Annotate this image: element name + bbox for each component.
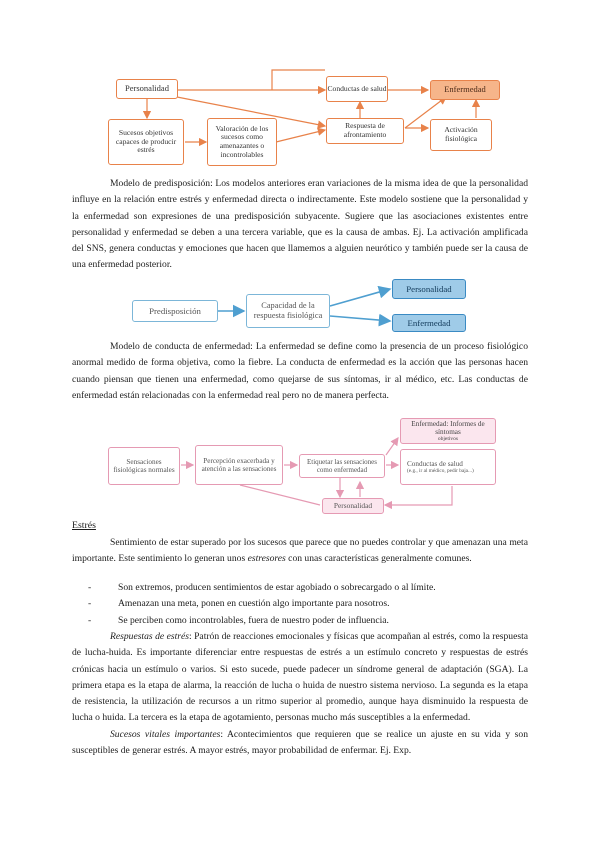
paragraph-respuestas-estres <box>72 629 528 727</box>
estres-def-em: estresores <box>247 553 286 565</box>
box-valoracion-label: Valoración de los sucesos como amenazantes o incontrolables <box>215 123 269 159</box>
box-enfermedad-2 <box>392 314 466 332</box>
box-capacidad-respuesta <box>246 294 330 328</box>
bullet-text: Se perciben como incontrolables, fuera de nuestro poder de influencia. <box>118 614 389 626</box>
estres-def-b: con unas características generalmente comunes. <box>285 553 472 565</box>
box-activacion-fisiologica <box>430 119 492 151</box>
box-percepcion-label: Percepción exacerbada y atención a las sensaciones <box>201 456 277 473</box>
box-percepcion <box>195 445 283 485</box>
box-conductas-3-label: Conductas de salud <box>407 459 463 468</box>
paragraph-conducta-enfermedad <box>72 339 528 404</box>
box-valoracion <box>207 118 277 166</box>
list-item <box>88 613 528 629</box>
heading-estres: Estrés <box>72 520 96 531</box>
paragraph-estres-definicion <box>72 535 528 568</box>
box-respuesta-label: Respuesta de afrontamiento <box>343 121 387 139</box>
box-conductas-3-sublabel: (e.g., ir al médico, pedir baja...) <box>407 468 474 475</box>
box-sucesos-objetivos <box>108 119 184 165</box>
box-personalidad-2 <box>392 279 466 299</box>
box-predisposicion-label: Predisposición <box>149 305 201 316</box>
list-item <box>88 596 528 612</box>
respuestas-text: : Patrón de reacciones emocionales y físicas que acompañan al estrés, como la respuesta de lucha-huida. Es importante diferenciar entre respuestas de estrés a un estímulo concreto y respuestas de estrés crónicas hacia un estímulo o varios. Si esto sucede, puede padecer un síndrome general de adaptación (SGA). La primera etapa es la etapa de alarma, la reacción de lucha o huida de nuestro sistema nervioso. La segunda es la etapa de resistencia, la utilización de recursos a un ritmo superior al promedio, aunque haya disminuido la respuesta de lucha o huida. La tercera es la etapa de agotamiento, personas mucho más susceptibles a la enfermedad. <box>72 631 528 724</box>
box-conductas-salud-label: Conductas de salud <box>327 83 387 93</box>
conducta-text: La enfermedad se define como la presencia de un proceso fisiológico anormal medido de forma objetiva, como la fiebre. La conducta de enfermedad es la acción que las personas hacen cuando piensan que tienen una enfermedad, como quejarse de sus síntomas, ir al médico, etc. Las conductas de enfermedad están relacionadas con la enfermedad real pero no de manera perfecta. <box>72 341 528 401</box>
box-etiquetar-label: Etiquetar las sensaciones como enfermedad <box>307 457 377 474</box>
paragraph-sucesos-vitales <box>72 727 528 760</box>
bullet-dash: - <box>88 598 92 610</box>
paragraph-predisposicion <box>72 176 528 274</box>
vitales-title: Sucesos vitales importantes <box>110 729 221 740</box>
bullet-text: Son extremos, producen sentimientos de estar agobiado o sobrecargado o al límite. <box>118 582 436 593</box>
box-informes-sublabel: objetivos <box>437 436 459 443</box>
box-conductas-salud-3 <box>400 449 496 485</box>
conducta-title: Modelo de conducta de enfermedad: <box>110 341 253 352</box>
box-sucesos-objetivos-label: Sucesos objetivos capaces de producir estrés <box>115 127 177 155</box>
box-capacidad-label: Capacidad de la respuesta fisiológica <box>253 301 323 320</box>
box-activacion-label: Activación fisiológica <box>444 125 478 143</box>
estres-def-a: Sentimiento de estar superado por los sucesos que parece que no puedes controlar y que amenazan una meta importante. Este sentimiento lo generan unos <box>72 537 528 565</box>
box-personalidad-3 <box>322 498 384 514</box>
box-conductas-salud <box>326 76 388 102</box>
box-informes-sintomas <box>400 418 496 444</box>
box-sensaciones <box>108 447 180 485</box>
box-enfermedad-2-label: Enfermedad <box>407 317 451 328</box>
box-enfermedad <box>430 80 500 100</box>
box-informes-label: Enfermedad: Informes de síntomas <box>411 419 485 436</box>
predisposicion-text: Los modelos anteriores eran variaciones de la misma idea de que la personalidad influye en la relación entre estrés y enfermedad directa o indirectamente. Este modelo sostiene que la personalidad y la enfermedad son expresiones de una predisposición subyacente. Sugiere que las asociaciones existentes entre personalidad y enfermedad se deben a una tercera variable, que es la causa de ambas. Ej. La activación amplificada del SNS, genera conductas y emociones que hacen que llamemos a alguien neurótico y también puede ser la causa de una enfermedad posterior. <box>72 178 528 271</box>
box-predisposicion <box>132 300 218 322</box>
predisposicion-title: Modelo de predisposición: <box>110 178 213 189</box>
list-item <box>88 580 528 596</box>
respuestas-title: Respuestas de estrés <box>110 631 189 642</box>
box-sensaciones-label: Sensaciones fisiológicas normales <box>113 457 175 474</box>
box-enfermedad-label: Enfermedad <box>444 84 486 95</box>
box-personalidad-label: Personalidad <box>125 83 169 94</box>
box-respuesta-afrontamiento <box>326 118 404 144</box>
box-personalidad <box>116 79 178 99</box>
bullet-dash: - <box>88 614 92 626</box>
box-personalidad-3-label: Personalidad <box>333 500 373 510</box>
bullet-text: Amenazan una meta, ponen en cuestión algo importante para nosotros. <box>118 598 390 610</box>
vitales-text: : Acontecimientos que requieren que se realice un ajuste en su vida y son susceptibles de generar estrés. A mayor estrés, mayor probabilidad de enfermar. Ej. Exp. <box>72 729 528 757</box>
bullet-dash: - <box>88 582 92 593</box>
estres-bullet-list <box>88 580 528 629</box>
box-etiquetar <box>299 454 385 478</box>
box-personalidad-2-label: Personalidad <box>406 283 452 294</box>
